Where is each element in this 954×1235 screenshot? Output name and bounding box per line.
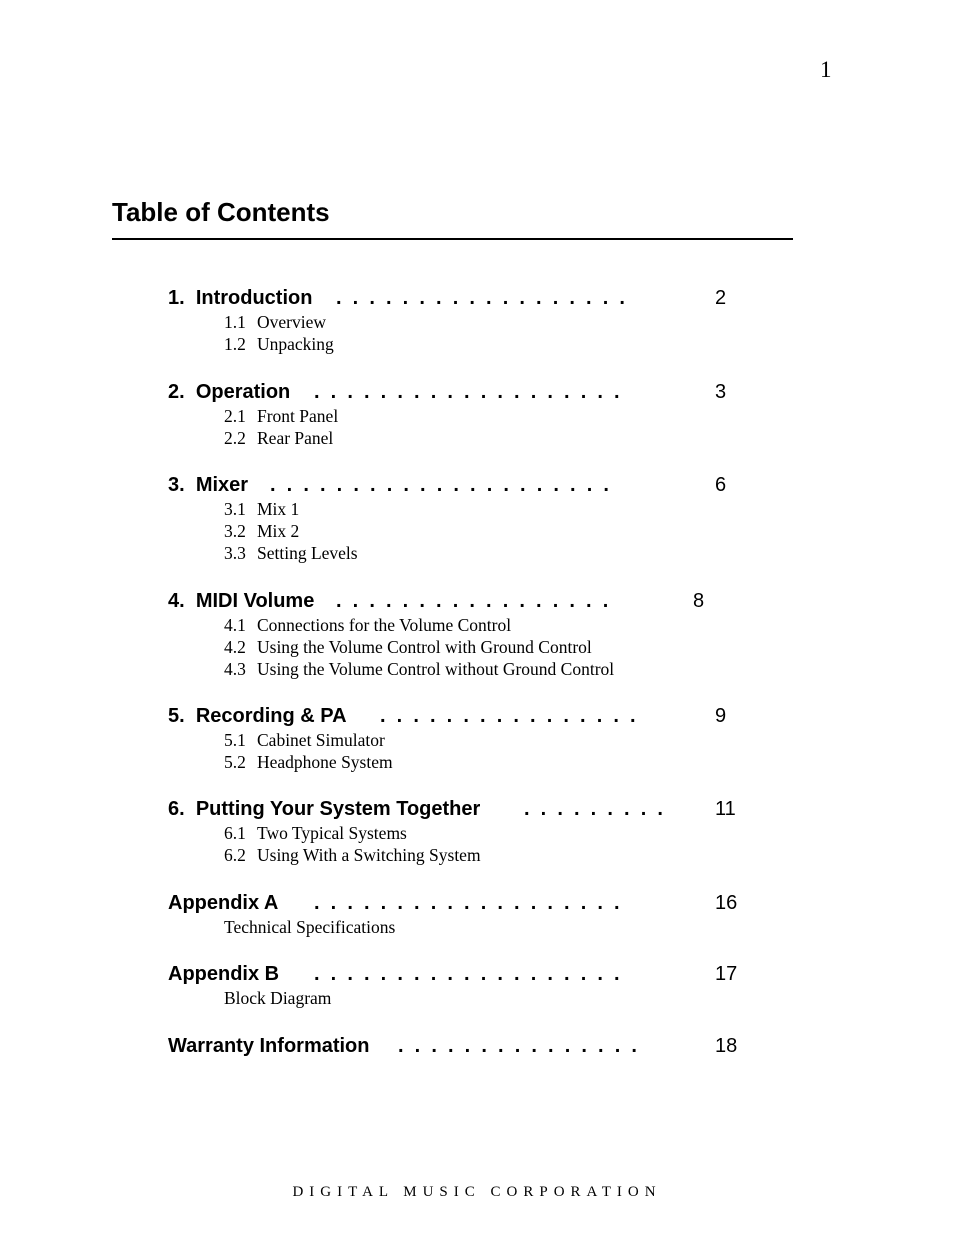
entry-title: 2. Operation — [168, 381, 291, 403]
toc-subentry: 3.3 Setting Levels — [224, 543, 358, 563]
entry-page-number: 3 — [715, 381, 727, 403]
toc-subentry: 1.1 Overview — [224, 312, 327, 332]
entry-page-number: 2 — [715, 287, 727, 309]
entry-page-number: 18 — [715, 1035, 738, 1057]
toc-entry-mixer — [168, 472, 808, 564]
entry-page-number: 16 — [715, 892, 738, 914]
toc-entry-warranty — [168, 1033, 808, 1059]
footer-company-name: DIGITAL MUSIC CORPORATION — [292, 1184, 662, 1200]
toc-subentry: 5.1 Cabinet Simulator — [224, 730, 385, 750]
toc-subentry: 3.1 Mix 1 — [224, 499, 300, 519]
entry-title: Appendix A — [168, 892, 279, 914]
title-underline — [112, 238, 793, 240]
entry-title: Warranty Information — [168, 1035, 370, 1057]
toc-subentry: 6.1 Two Typical Systems — [224, 823, 407, 843]
toc-subentry: 4.2 Using the Volume Control with Ground Control — [224, 637, 592, 657]
dot-leader: . . . . . . . . . . . . . . . . . . . — [314, 381, 620, 403]
entry-title: 3. Mixer — [168, 474, 249, 496]
page-title: Table of Contents — [112, 197, 330, 227]
toc-subentry: 1.2 Unpacking — [224, 334, 334, 354]
entry-page-number: 11 — [715, 798, 736, 820]
entry-page-number: 17 — [715, 963, 738, 985]
dot-leader: . . . . . . . . . . . . . . . — [398, 1035, 637, 1057]
toc-entry-midi-volume — [168, 588, 808, 680]
toc-entry-operation — [168, 379, 808, 449]
dot-leader: . . . . . . . . . . . . . . . . . . . — [314, 892, 620, 914]
entry-title: 1. Introduction — [168, 287, 313, 309]
entry-title: 6. Putting Your System Together — [168, 798, 481, 820]
dot-leader: . . . . . . . . . — [524, 798, 663, 820]
toc-subentry: Block Diagram — [224, 988, 332, 1008]
toc-entry-appendix-a — [168, 890, 808, 938]
toc-subentry: Technical Specifications — [224, 917, 396, 937]
entry-page-number: 8 — [693, 590, 705, 612]
toc-entry-putting-system-together — [168, 796, 808, 866]
entry-title: 4. MIDI Volume — [168, 590, 315, 612]
dot-leader: . . . . . . . . . . . . . . . . . . — [336, 287, 625, 309]
toc-subentry: 4.1 Connections for the Volume Control — [224, 615, 512, 635]
toc-entry-introduction — [168, 285, 808, 355]
toc-subentry: 4.3 Using the Volume Control without Ground Control — [224, 659, 615, 679]
toc-subentry: 3.2 Mix 2 — [224, 521, 300, 541]
dot-leader: . . . . . . . . . . . . . . . . . — [336, 590, 609, 612]
entry-title: Appendix B — [168, 963, 280, 985]
entry-page-number: 6 — [715, 474, 727, 496]
toc-subentry: 2.2 Rear Panel — [224, 428, 334, 448]
toc-entry-recording-pa — [168, 703, 808, 773]
dot-leader: . . . . . . . . . . . . . . . . . . . . . — [270, 474, 609, 496]
toc-entry-appendix-b — [168, 961, 808, 1009]
toc-subentry: 6.2 Using With a Switching System — [224, 845, 481, 865]
dot-leader: . . . . . . . . . . . . . . . . — [380, 705, 636, 727]
page-number: 1 — [820, 57, 832, 82]
entry-title: 5. Recording & PA — [168, 705, 347, 727]
dot-leader: . . . . . . . . . . . . . . . . . . . — [314, 963, 620, 985]
entry-page-number: 9 — [715, 705, 727, 727]
toc-subentry: 5.2 Headphone System — [224, 752, 393, 772]
toc-subentry: 2.1 Front Panel — [224, 406, 339, 426]
